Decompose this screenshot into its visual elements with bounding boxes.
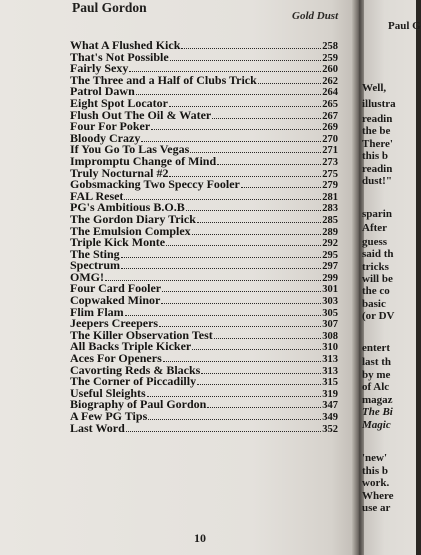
right-page-line: sparin — [362, 208, 392, 220]
toc-entry-title: The Emulsion Complex — [70, 223, 191, 238]
toc-entry-title: Flim Flam — [70, 304, 124, 319]
right-page-line: said th — [362, 248, 394, 260]
right-page-line: will be — [362, 273, 393, 285]
running-header-author: Paul Gordon — [72, 0, 147, 15]
toc-entry-title: Biography of Paul Gordon — [70, 397, 207, 412]
toc-leader-dots — [170, 52, 322, 61]
toc-entry-title: Patrol Dawn — [70, 84, 135, 99]
toc-entry-page: 310 — [322, 342, 338, 354]
toc-entry-title: Truly Nocturnal #2 — [70, 165, 169, 180]
toc-entry-title: Four For Poker — [70, 119, 151, 134]
right-page-line: the co — [362, 285, 390, 297]
toc-leader-dots — [166, 237, 321, 246]
right-page-line: guess — [362, 236, 388, 248]
toc-leader-dots — [162, 283, 321, 292]
toc-entry-title: PG's Ambitious B.O.B — [70, 200, 185, 215]
toc-entry-page: 262 — [322, 75, 338, 87]
right-page-line: dust!" — [362, 175, 392, 187]
right-page-line: entert — [362, 342, 391, 354]
toc-entry-title: The Killer Observation Test — [70, 327, 213, 342]
right-page-line: Well, — [362, 82, 387, 94]
toc-leader-dots — [186, 202, 322, 211]
right-page-header: Paul G — [388, 20, 421, 32]
toc-leader-dots — [148, 411, 321, 420]
toc-entry-title: If You Go To Las Vegas — [70, 142, 190, 157]
right-page-line: Magic — [362, 419, 391, 431]
toc-entry-title: A Few PG Tips — [70, 409, 148, 423]
toc-entry-title: All Backs Triple Kicker — [70, 339, 192, 354]
toc-leader-dots — [181, 40, 321, 49]
toc-entry-title: The Gordon Diary Trick — [70, 211, 196, 226]
right-page-line: of Alc — [362, 381, 390, 393]
toc-leader-dots — [190, 144, 321, 153]
right-page-line: (or DV — [362, 310, 395, 322]
right-page-line: this b — [362, 465, 388, 477]
right-page-line: the be — [362, 125, 391, 137]
toc-entry-title: Last Word — [70, 420, 125, 435]
toc-leader-dots — [136, 86, 321, 95]
toc-entry-title: Spectrum — [70, 258, 120, 273]
toc-leader-dots — [147, 388, 322, 397]
toc-leader-dots — [141, 133, 321, 142]
toc-entry-title: The Corner of Piccadilly — [70, 374, 197, 389]
toc-entry-title: Cavorting Reds & Blacks — [70, 362, 201, 377]
right-page-line: basic — [362, 298, 386, 310]
toc-leader-dots — [217, 156, 321, 165]
toc-leader-dots — [161, 295, 321, 304]
toc-entry-page: 301 — [322, 284, 338, 296]
toc-entry-page: 289 — [322, 226, 338, 238]
toc-entry-page: 265 — [322, 98, 338, 110]
toc-entry-title: Jeepers Creepers — [70, 316, 159, 331]
toc-leader-dots — [105, 272, 321, 281]
toc-entry-page: 297 — [322, 261, 338, 273]
toc-leader-dots — [169, 168, 321, 177]
right-page — [362, 0, 421, 555]
toc-entry-page: 285 — [322, 214, 338, 226]
toc-leader-dots — [121, 260, 321, 269]
toc-entry-title: Flush Out The Oil & Water — [70, 107, 212, 122]
right-page-line: There' — [362, 138, 393, 150]
toc-entry-page: 269 — [322, 122, 338, 134]
toc-entry-page: 292 — [322, 238, 338, 250]
toc-entry-title: Copwaked Minor — [70, 293, 161, 308]
right-page-line: illustra — [362, 98, 396, 110]
toc-entry-page: 279 — [322, 180, 338, 192]
toc-entry-title: The Sting — [70, 246, 120, 261]
toc-entry-title: Gobsmacking Two Speccy Fooler — [70, 177, 240, 192]
toc-leader-dots — [159, 318, 321, 327]
toc-leader-dots — [129, 63, 321, 72]
toc-entry-title: Aces For Openers — [70, 351, 162, 366]
toc-entry-title: OMG! — [70, 269, 104, 284]
toc-entry-page: 308 — [322, 330, 338, 342]
toc-leader-dots — [197, 376, 321, 385]
right-page-line: work. — [362, 477, 390, 489]
toc-leader-dots — [241, 179, 321, 188]
toc-leader-dots — [258, 75, 321, 84]
toc-entry-page: 258 — [322, 41, 338, 52]
toc-entry-page: 264 — [322, 87, 338, 99]
toc-entry-page: 295 — [322, 249, 338, 261]
toc-leader-dots — [126, 423, 321, 432]
toc-leader-dots — [214, 330, 321, 339]
toc-leader-dots — [192, 226, 322, 235]
toc-entry-title: What A Flushed Kick — [70, 38, 181, 52]
right-page-line: Where — [362, 490, 394, 502]
toc-leader-dots — [169, 98, 321, 107]
toc-entry-title: Four Card Fooler — [70, 281, 162, 296]
right-page-line: use ar — [362, 502, 391, 514]
toc-entry-title: Triple Kick Monte — [70, 235, 166, 250]
toc-entry-page: 313 — [322, 354, 338, 366]
toc-entry-page: 347 — [322, 400, 338, 412]
toc-leader-dots — [201, 365, 321, 374]
toc-entry-title: Bloody Crazy — [70, 130, 141, 145]
toc-leader-dots — [192, 341, 321, 350]
toc-entry-title: Impromptu Change of Mind — [70, 153, 217, 168]
toc-leader-dots — [125, 307, 322, 316]
toc-entry-page: 352 — [322, 423, 338, 435]
right-page-line: last th — [362, 356, 392, 368]
toc-entry-page: 319 — [322, 388, 338, 400]
right-page-line: After — [362, 222, 388, 234]
toc-entry-page: 260 — [322, 64, 338, 76]
toc-entry-title: FAL Reset — [70, 188, 124, 203]
toc-entry-page: 303 — [322, 296, 338, 308]
toc-entry-title: Fairly Sexy — [70, 61, 129, 76]
table-of-contents — [70, 40, 338, 434]
toc-leader-dots — [163, 353, 321, 362]
toc-entry-page: 299 — [322, 272, 338, 284]
toc-entry-page: 281 — [322, 191, 338, 203]
right-page-line: this b — [362, 150, 388, 162]
toc-leader-dots — [124, 191, 321, 200]
toc-leader-dots — [197, 214, 321, 223]
toc-entry — [70, 420, 338, 435]
toc-leader-dots — [121, 249, 322, 258]
toc-entry-page: 313 — [322, 365, 338, 377]
right-page-line: 'new' — [362, 452, 388, 464]
toc-entry-page: 315 — [322, 377, 338, 389]
right-page-line: magaz — [362, 394, 393, 406]
toc-entry-title: The Three and a Half of Clubs Trick — [70, 72, 257, 87]
toc-entry-page: 275 — [322, 168, 338, 180]
toc-entry-page: 259 — [322, 52, 338, 64]
toc-leader-dots — [207, 399, 321, 408]
right-page-line: readin — [362, 163, 393, 175]
page-number: 10 — [194, 531, 206, 545]
toc-entry-page: 271 — [322, 145, 338, 157]
right-page-line: tricks — [362, 261, 389, 273]
right-page-line: The Bi — [362, 406, 393, 418]
toc-leader-dots — [212, 110, 321, 119]
toc-entry-page: 267 — [322, 110, 338, 122]
toc-entry-page: 270 — [322, 133, 338, 145]
toc-entry-title: Eight Spot Locator — [70, 95, 169, 110]
toc-entry-page: 305 — [322, 307, 338, 319]
running-header-book-title: Gold Dust — [292, 10, 339, 22]
toc-leader-dots — [151, 121, 321, 130]
right-page-line: readin — [362, 113, 393, 125]
right-page-line: by me — [362, 369, 391, 381]
toc-entry-title: That's Not Possible — [70, 49, 169, 64]
toc-entry-page: 307 — [322, 319, 338, 331]
toc-entry-title: Useful Sleights — [70, 385, 146, 400]
toc-entry-page: 349 — [322, 412, 338, 423]
toc-entry-page: 273 — [322, 156, 338, 168]
toc-entry-page: 283 — [322, 203, 338, 215]
toc-entry — [70, 260, 338, 272]
